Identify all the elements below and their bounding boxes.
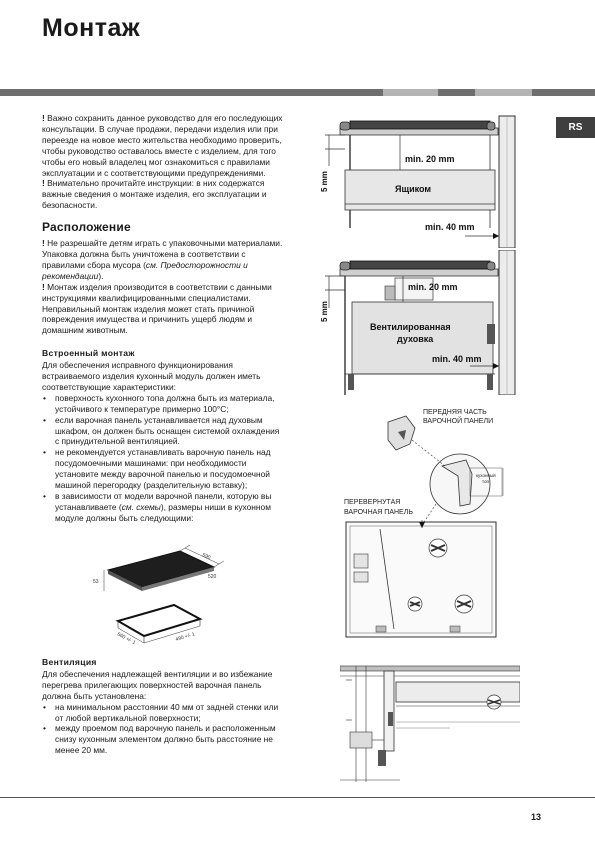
dim-40mm-label: min. 40 mm bbox=[425, 222, 475, 232]
oven-installation-diagram bbox=[315, 250, 520, 395]
builtin-list bbox=[42, 393, 284, 524]
dim-40mm-label: min. 40 mm bbox=[432, 354, 482, 364]
list-item: • на минимальном расстоянии 40 мм от задней стенки или от любой вертикальной поверхности; bbox=[42, 702, 284, 724]
dim-5mm-label: 5 mm bbox=[320, 301, 329, 322]
list-item: • если варочная панель устанавливается над духовым шкафом, он должен быть оснащен системой охлаждения с принудительной вентиляцией. bbox=[42, 415, 284, 448]
hob-panel bbox=[350, 121, 490, 129]
flipped-hob-diagram bbox=[340, 404, 525, 674]
side-section-diagram bbox=[340, 662, 520, 788]
list-item: • поверхность кухонного топа должна быть из материала, устойчивого к температуре примерно 100°C; bbox=[42, 393, 284, 415]
dim-590-label: 590 bbox=[201, 552, 212, 561]
list-item: • между проемом под варочную панель и расположенным снизу кухонным элементом должно быть расстояние не менее 20 мм. bbox=[42, 723, 284, 756]
location-heading: Расположение bbox=[42, 220, 131, 235]
cutout-outline bbox=[118, 605, 200, 636]
oven-label-line2: духовка bbox=[397, 334, 434, 344]
ventilation-section bbox=[42, 657, 284, 756]
warning-mark: ! bbox=[42, 113, 45, 123]
dim-560-label: 560 +/- 1 bbox=[116, 631, 137, 647]
list-item bbox=[42, 491, 284, 524]
location-paragraph bbox=[42, 238, 284, 282]
hob-panel bbox=[350, 261, 490, 269]
ventilation-heading: Вентиляция bbox=[42, 657, 97, 667]
worktop bbox=[340, 269, 498, 276]
list-item-text: ), размеры ниши в кухонном модуле должны быть следующими: bbox=[55, 501, 271, 523]
footer-rule bbox=[0, 797, 595, 798]
oven-label-line1: Вентилированная bbox=[370, 322, 451, 332]
dim-20mm-label: min. 20 mm bbox=[408, 282, 458, 292]
warning-mark: ! bbox=[42, 178, 45, 189]
hob-underside bbox=[346, 522, 496, 637]
intro-text: Важно сохранить данное руководство для его последующих консультации. В случае продажи, передачи изделия или при переезде на новое место жительства необходимо проверить, чтобы руководство оставалось вместе с изделием, для того чтобы его новый владелец мог ознакомиться с правилами эксплуатации и с соответствующими предупреждениями. bbox=[42, 113, 283, 178]
top-label-line2: топ bbox=[482, 479, 489, 484]
header-bar bbox=[0, 89, 595, 96]
drawer-label: Ящиком bbox=[395, 184, 432, 194]
list-item: • не рекомендуется устанавливать варочную панель над посудомоечными машинами: при необходимости установите между варочной панелью и посудомоечной машиной перегородку (разделительную вставку); bbox=[42, 447, 284, 491]
builtin-heading: Встроенный монтаж bbox=[42, 348, 135, 359]
list-item-reference: см. схемы bbox=[121, 501, 161, 512]
language-badge: RS bbox=[556, 117, 595, 138]
page-number: 13 bbox=[531, 812, 542, 822]
drawer-installation-diagram bbox=[315, 108, 520, 248]
ventilation-list bbox=[42, 702, 284, 757]
intro-paragraph bbox=[42, 178, 284, 211]
location-paragraph bbox=[42, 282, 284, 337]
left-column bbox=[42, 113, 284, 524]
location-text: Не разрешайте детям играть с упаковочными материалами. Упаковка должна быть уничтожена в соответствии с правилами сбора мусора ( bbox=[42, 238, 283, 270]
intro-text: Внимательно прочитайте инструкции: в них содержатся важные сведения о монтаже изделия, его эксплуатации и безопасности. bbox=[42, 178, 267, 211]
intro-paragraph bbox=[42, 113, 284, 178]
ventilation-intro: Для обеспечения надлежащей вентиляции и во избежание bbox=[42, 668, 273, 679]
header-bar-segment bbox=[475, 89, 532, 96]
front-label-line1: ПЕРЕДНЯЯ ЧАСТЬ bbox=[423, 409, 487, 416]
worktop-section bbox=[340, 666, 520, 671]
ventilation-intro: перегрева прилегающих поверхностей варочная панель должна быть установлена: bbox=[42, 679, 262, 701]
location-text: ). bbox=[98, 270, 104, 281]
warning-mark: ! bbox=[42, 281, 45, 292]
dim-520-label: 520 bbox=[208, 574, 217, 580]
front-label-line2: ВАРОЧНОЙ ПАНЕЛИ bbox=[423, 418, 494, 425]
flipped-label-line1: ПЕРЕВЕРНУТАЯ bbox=[344, 499, 401, 506]
dim-5mm-label: 5 mm bbox=[320, 171, 329, 192]
location-reference: см. Предосторожности и рекомендации bbox=[42, 259, 248, 281]
warning-mark: ! bbox=[42, 238, 45, 249]
dim-20mm-label: min. 20 mm bbox=[405, 154, 455, 164]
dim-490-label: 490 +/- 1 bbox=[174, 631, 196, 643]
page-title: Монтаж bbox=[42, 14, 141, 42]
dim-53-label: 53 bbox=[93, 579, 99, 585]
location-text: Монтаж изделия производится в соответствии с данными инструкциями квалифицированными специалистами. Неправильный монтаж изделия может стать причиной повреждения имущества и причинить ущерб людям и домашним животным. bbox=[42, 281, 272, 336]
list-item-text: в зависимости от модели варочной панели, которую вы устанавливаете ( bbox=[55, 491, 272, 512]
header-bar-segment bbox=[383, 89, 438, 96]
builtin-intro: Для обеспечения исправного функционирования встраиваемого изделия кухонный модуль должен иметь соответствующие характеристики: bbox=[42, 360, 261, 392]
top-label-line1: кухонный bbox=[476, 473, 496, 478]
hob-dimensions-diagram bbox=[90, 545, 240, 650]
flipped-label-line2: ВАРОЧНАЯ ПАНЕЛЬ bbox=[344, 509, 413, 516]
